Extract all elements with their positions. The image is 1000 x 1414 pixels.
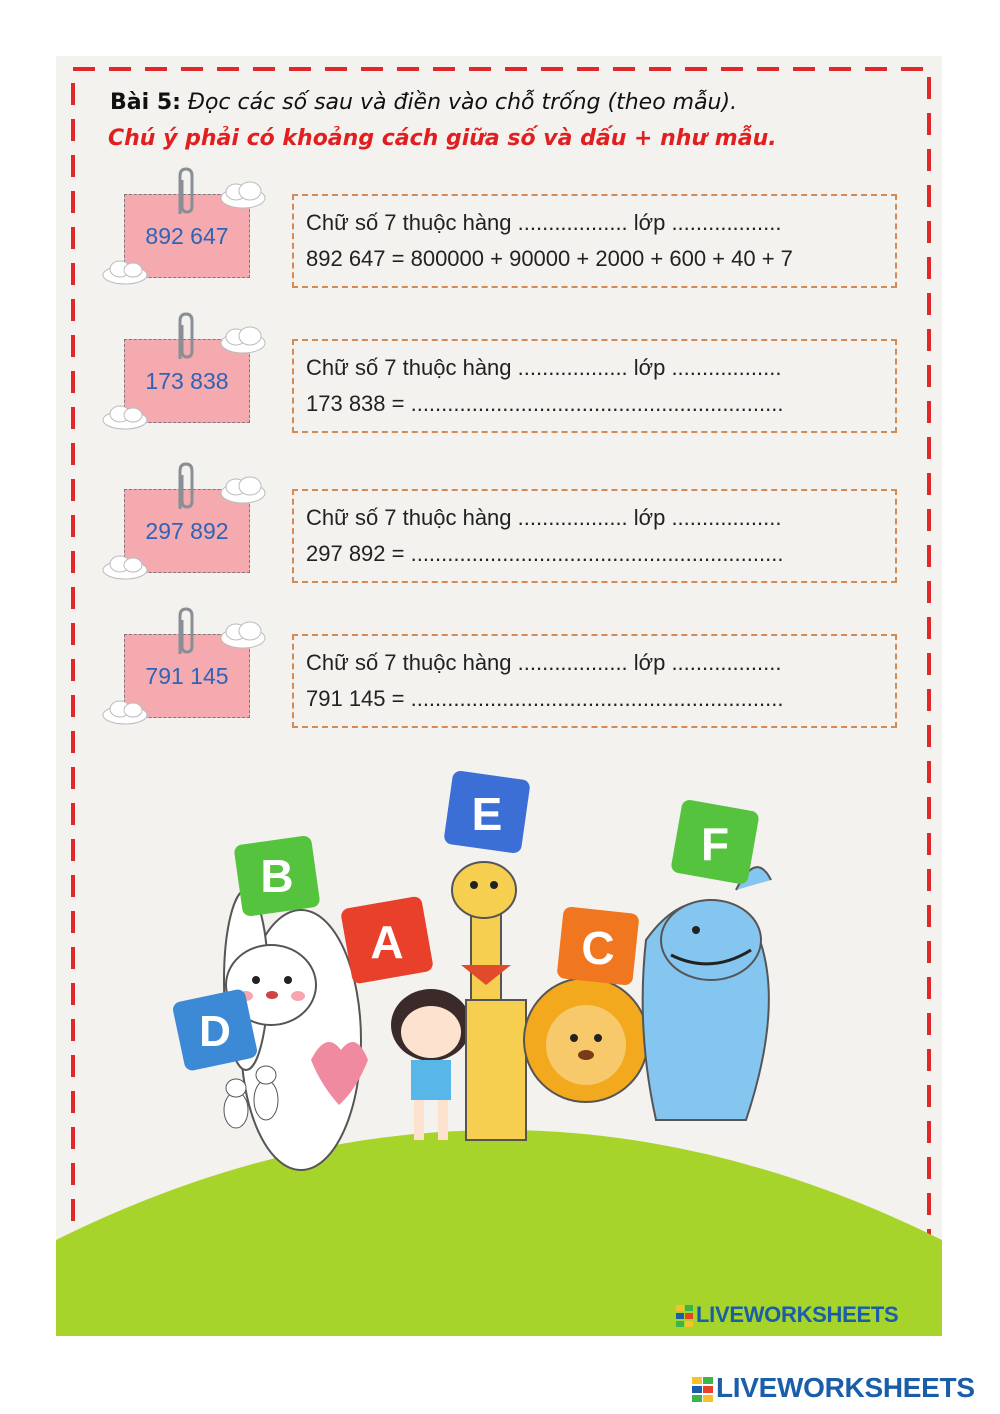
letter-block-c bbox=[556, 906, 639, 986]
place-value-line[interactable]: Chữ số 7 thuộc hàng .................. lớp .................. bbox=[306, 355, 782, 380]
svg-text:B: B bbox=[260, 850, 294, 902]
number-card-label: 791 145 bbox=[145, 662, 229, 689]
liveworksheets-logo-icon bbox=[676, 1305, 694, 1327]
cloud-icon bbox=[100, 553, 150, 581]
answer-box bbox=[292, 634, 897, 728]
svg-text:F: F bbox=[700, 818, 730, 870]
cloud-icon bbox=[218, 620, 268, 650]
svg-text:A: A bbox=[370, 916, 404, 968]
svg-text:D: D bbox=[199, 1007, 231, 1056]
svg-text:C: C bbox=[581, 922, 615, 974]
cloud-icon bbox=[218, 325, 268, 355]
answer-box bbox=[292, 194, 897, 288]
cloud-icon bbox=[100, 403, 150, 431]
paperclip-icon bbox=[170, 461, 198, 513]
cloud-icon bbox=[100, 698, 150, 726]
place-value-line[interactable]: Chữ số 7 thuộc hàng .................. lớp .................. bbox=[306, 650, 782, 675]
expanded-form-line: 892 647 = 800000 + 90000 + 2000 + 600 + 40 + 7 bbox=[306, 246, 793, 271]
animals-alphabet-illustration bbox=[56, 770, 942, 1336]
watermark-inner bbox=[676, 1302, 898, 1328]
paperclip-icon bbox=[170, 311, 198, 363]
place-value-line[interactable]: Chữ số 7 thuộc hàng .................. lớp .................. bbox=[306, 505, 782, 530]
exercise-title bbox=[110, 90, 930, 115]
expanded-form-line[interactable]: 791 145 = ............................................................. bbox=[306, 686, 784, 711]
paperclip-icon bbox=[170, 606, 198, 658]
letter-block-a bbox=[340, 895, 434, 984]
number-card-label: 297 892 bbox=[145, 517, 229, 544]
number-card-label: 892 647 bbox=[145, 222, 229, 249]
answer-box bbox=[292, 489, 897, 583]
letter-block-b bbox=[233, 835, 320, 917]
cloud-icon bbox=[218, 475, 268, 505]
cloud-icon bbox=[218, 180, 268, 210]
expanded-form-line[interactable]: 173 838 = ............................................................. bbox=[306, 391, 784, 416]
girl-icon bbox=[391, 989, 471, 1140]
liveworksheets-logo-icon bbox=[692, 1377, 714, 1403]
svg-text:E: E bbox=[471, 788, 503, 840]
giraffe-icon bbox=[452, 862, 526, 1140]
elephant-icon bbox=[643, 867, 771, 1120]
lion-icon bbox=[524, 978, 648, 1102]
exercise-note: Chú ý phải có khoảng cách giữa số và dấu + như mẫu. bbox=[108, 126, 777, 151]
number-card-label: 173 838 bbox=[145, 367, 229, 394]
expanded-form-line[interactable]: 297 892 = ............................................................. bbox=[306, 541, 784, 566]
watermark-inner-text: LIVEWORKSHEETS bbox=[696, 1302, 899, 1327]
cloud-icon bbox=[100, 258, 150, 286]
paperclip-icon bbox=[170, 166, 198, 218]
watermark-outer bbox=[692, 1372, 975, 1404]
answer-box bbox=[292, 339, 897, 433]
place-value-line: Chữ số 7 thuộc hàng .................. lớp .................. bbox=[306, 210, 782, 235]
exercise-instruction: Đọc các số sau và điền vào chỗ trống (theo mẫu). bbox=[187, 90, 738, 115]
watermark-outer-text: LIVEWORKSHEETS bbox=[716, 1372, 975, 1403]
letter-block-e bbox=[443, 770, 531, 854]
exercise-number: Bài 5: bbox=[110, 90, 181, 115]
letter-block-f bbox=[670, 799, 760, 885]
